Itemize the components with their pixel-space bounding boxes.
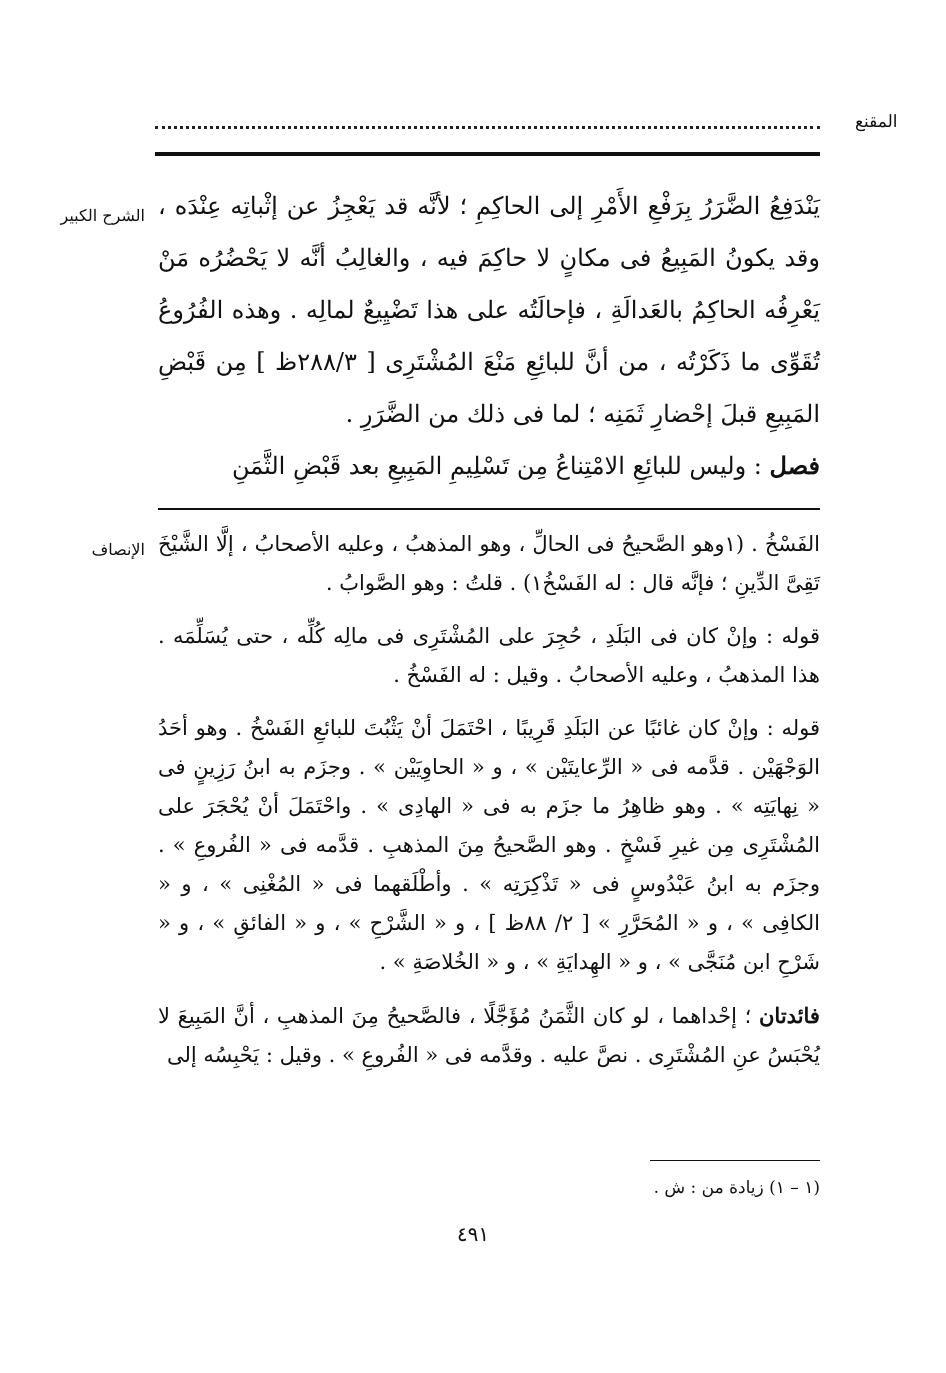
header-rule [155,152,820,156]
insaf-paragraph-3: قوله : وإنْ كان غائبًا عن البَلَدِ قَرِيبًا ، احْتَمَلَ أنْ يَثْبُتَ للبائعِ الفَسْخُ . وهو أحَدُ الوَجْهَيْن . قدَّمه فى « الرِّعايتَيْن » ، و « الحاوِيَيْن » . وجزَم به ابنُ رَزِينٍ فى « نِهايَتِه » . وهو ظاهِرُ ما جزَم به فى « الهادِى » . واحْتَمَلَ أنْ يُحْجَرَ على المُشْتَرِى مِن غيرِ فَسْخٍ . وهو الصَّحيحُ مِنَ المذهبِ . قدَّمه فى « الفُروعِ » . وجزَم به ابنُ عَبْدُوسٍ فى « تَذْكِرَتِه » . وأطْلَقهما فى « المُغْنِى » ، و « الكافِى » ، و « المُحَرَّرِ » [ ٢/ ٨٨ظ ] ، و « الشَّرْحِ » ، و « الفائقِ » ، و « شَرْحِ ابن مُنَجَّى » ، و « الهِدايَةِ » ، و « الخُلاصَةِ » . [158,716,820,974]
fasl-text: : وليس للبائِعِ الامْتِناعُ مِن تَسْلِيمِ المَبِيعِ بعد قَبْضِ الثَّمَنِ [231,452,762,480]
fasl-paragraph [158,440,820,492]
faidatan-text: ؛ إحْداهما ، لو كان الثَّمَنُ مُؤَجَّلًا ، فالصَّحيحُ مِنَ المذهبِ ، أنَّ المَبِيعَ لا يُحْبَسُ عنِ المُشْتَرِى . نصَّ عليه . وقدَّمه فى « الفُروعِ » . وقيل : يَحْبِسُه إلى [158,1004,820,1067]
sharh-section [158,180,820,492]
running-header [155,112,898,138]
insaf-section [158,525,820,1089]
section-divider [158,508,820,510]
page-number: ٤٩١ [456,1222,490,1246]
insaf-paragraph-1: الفَسْخُ . (١وهو الصَّحيحُ فى الحالِّ ، وهو المذهبُ ، وعليه الأصحابُ ، إلَّا الشَّيْخَ تَقِىَّ الدِّينِ ؛ فإنَّه قال : له الفَسْخُ١) . قلتُ : وهو الصَّوابُ . [158,532,820,595]
sharh-paragraph: يَنْدَفِعُ الضَّرَرُ بِرَفْعِ الأَمْرِ إلى الحاكِمِ ؛ لأنَّه قد يَعْجِزُ عن إثْباتِه عِنْدَه ، وقد يكونُ المَبِيعُ فى مكانٍ لا حاكِمَ فيه ، والغالِبُ أنَّه لا يَحْضُرُه مَنْ يَعْرِفُه الحاكِمُ بالعَدالَةِ ، فإحالَتُه على هذا تَضْيِيعٌ لمالِه . وهذه الفُرُوعُ تُقَوِّى ما ذَكَرْتُه ، من أنَّ للبائِعِ مَنْعَ المُشْتَرِى [ ٢٨٨/٣ظ ] مِن قَبْضِ المَبِيعِ قبلَ إحْضارِ ثَمَنِه ؛ لما فى ذلك من الضَّرَرِ . [158,192,821,428]
side-label-sharh: الشرح الكبير [60,206,145,225]
insaf-paragraph-2: قوله : وإنْ كان فى البَلَدِ ، حُجِرَ على المُشْتَرِى فى مالِه كُلِّه ، حتى يُسَلِّمَه . هذا المذهبُ ، وعليه الأصحابُ . وقيل : له الفَسْخُ . [158,624,820,687]
header-dotted-leader [155,126,820,129]
faidatan-heading: فائدتان [759,1003,820,1028]
footnote-rule [650,1160,820,1161]
footnote: (١ – ١) زيادة من : ش . [653,1178,820,1198]
side-label-insaf: الإنصاف [91,540,145,559]
fasl-heading: فصل [769,451,820,480]
insaf-paragraph-4 [158,996,820,1075]
running-header-title: المقنع [855,112,898,132]
